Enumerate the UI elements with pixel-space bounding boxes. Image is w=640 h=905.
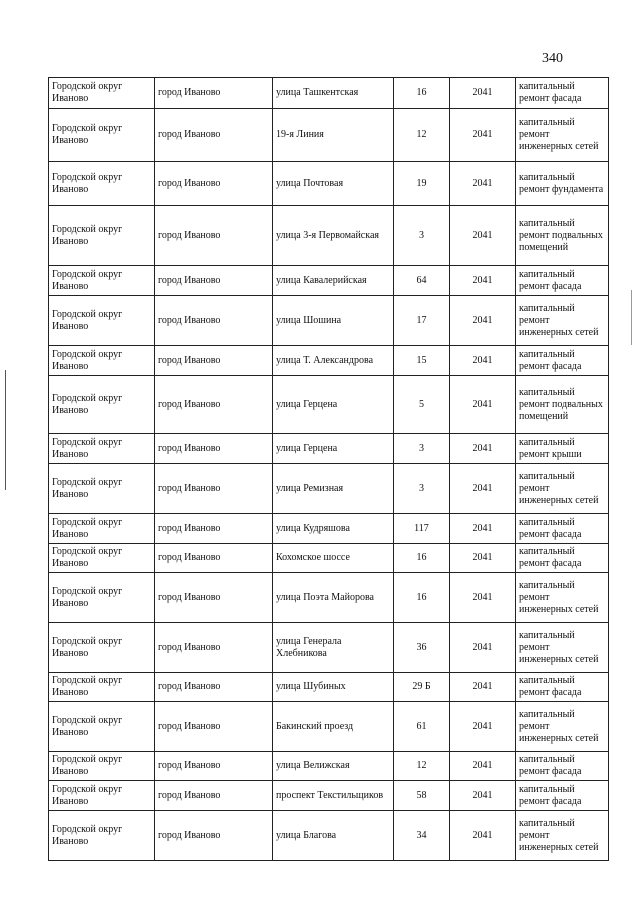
street-cell: улица Ремизная [273, 464, 394, 514]
year-cell: 2041 [450, 162, 516, 206]
street-cell: 19-я Линия [273, 109, 394, 162]
street-cell: улица Благова [273, 811, 394, 861]
work-type-cell: капитальный ремонт фасада [516, 752, 609, 781]
locality-cell: город Иваново [155, 702, 273, 752]
street-cell: улица Почтовая [273, 162, 394, 206]
locality-cell: город Иваново [155, 109, 273, 162]
scan-mark-right [631, 290, 632, 345]
house-number-cell: 12 [394, 109, 450, 162]
street-cell: Кохомское шоссе [273, 544, 394, 573]
table-row [49, 673, 609, 702]
work-type-cell: капитальный ремонт подвальных помещений [516, 206, 609, 266]
table-row [49, 206, 609, 266]
house-number-cell: 3 [394, 464, 450, 514]
district-cell: Городской округ Иваново [49, 752, 155, 781]
locality-cell: город Иваново [155, 296, 273, 346]
house-number-cell: 58 [394, 781, 450, 811]
house-number-cell: 15 [394, 346, 450, 376]
district-cell: Городской округ Иваново [49, 623, 155, 673]
locality-cell: город Иваново [155, 206, 273, 266]
table-row [49, 346, 609, 376]
district-cell: Городской округ Иваново [49, 673, 155, 702]
year-cell: 2041 [450, 109, 516, 162]
table-row [49, 464, 609, 514]
work-type-cell: капитальный ремонт крыши [516, 434, 609, 464]
district-cell: Городской округ Иваново [49, 464, 155, 514]
district-cell: Городской округ Иваново [49, 109, 155, 162]
year-cell: 2041 [450, 296, 516, 346]
year-cell: 2041 [450, 752, 516, 781]
work-type-cell: капитальный ремонт инженерных сетей [516, 702, 609, 752]
work-type-cell: капитальный ремонт фасада [516, 266, 609, 296]
table-row [49, 752, 609, 781]
locality-cell: город Иваново [155, 752, 273, 781]
year-cell: 2041 [450, 623, 516, 673]
district-cell: Городской округ Иваново [49, 162, 155, 206]
district-cell: Городской округ Иваново [49, 78, 155, 109]
locality-cell: город Иваново [155, 623, 273, 673]
table-row [49, 162, 609, 206]
year-cell: 2041 [450, 781, 516, 811]
house-number-cell: 64 [394, 266, 450, 296]
work-type-cell: капитальный ремонт инженерных сетей [516, 573, 609, 623]
year-cell: 2041 [450, 376, 516, 434]
district-cell: Городской округ Иваново [49, 514, 155, 544]
table-row [49, 296, 609, 346]
table-row [49, 78, 609, 109]
house-number-cell: 3 [394, 206, 450, 266]
work-type-cell: капитальный ремонт фасада [516, 544, 609, 573]
street-cell: улица Т. Александрова [273, 346, 394, 376]
table-row [49, 514, 609, 544]
locality-cell: город Иваново [155, 514, 273, 544]
street-cell: улица 3-я Первомайская [273, 206, 394, 266]
district-cell: Городской округ Иваново [49, 206, 155, 266]
locality-cell: город Иваново [155, 162, 273, 206]
year-cell: 2041 [450, 514, 516, 544]
table-row [49, 266, 609, 296]
district-cell: Городской округ Иваново [49, 781, 155, 811]
work-type-cell: капитальный ремонт инженерных сетей [516, 811, 609, 861]
margin-line-left [5, 370, 6, 490]
district-cell: Городской округ Иваново [49, 573, 155, 623]
table-row [49, 811, 609, 861]
house-number-cell: 36 [394, 623, 450, 673]
locality-cell: город Иваново [155, 573, 273, 623]
street-cell: улица Шошина [273, 296, 394, 346]
table-row [49, 702, 609, 752]
table-row [49, 623, 609, 673]
work-type-cell: капитальный ремонт фасада [516, 673, 609, 702]
page-number: 340 [542, 51, 563, 66]
district-cell: Городской округ Иваново [49, 296, 155, 346]
work-type-cell: капитальный ремонт фасада [516, 781, 609, 811]
district-cell: Городской округ Иваново [49, 346, 155, 376]
house-number-cell: 12 [394, 752, 450, 781]
district-cell: Городской округ Иваново [49, 811, 155, 861]
house-number-cell: 34 [394, 811, 450, 861]
work-type-cell: капитальный ремонт фасада [516, 78, 609, 109]
locality-cell: город Иваново [155, 673, 273, 702]
year-cell: 2041 [450, 544, 516, 573]
year-cell: 2041 [450, 464, 516, 514]
year-cell: 2041 [450, 206, 516, 266]
work-type-cell: капитальный ремонт инженерных сетей [516, 296, 609, 346]
house-number-cell: 17 [394, 296, 450, 346]
table-row [49, 573, 609, 623]
table-row [49, 434, 609, 464]
street-cell: улица Велижская [273, 752, 394, 781]
work-type-cell: капитальный ремонт фасада [516, 346, 609, 376]
table-body [49, 78, 609, 861]
table-row [49, 376, 609, 434]
year-cell: 2041 [450, 346, 516, 376]
year-cell: 2041 [450, 811, 516, 861]
work-type-cell: капитальный ремонт фасада [516, 514, 609, 544]
house-number-cell: 117 [394, 514, 450, 544]
locality-cell: город Иваново [155, 544, 273, 573]
district-cell: Городской округ Иваново [49, 434, 155, 464]
year-cell: 2041 [450, 673, 516, 702]
street-cell: улица Генерала Хлебникова [273, 623, 394, 673]
table-row [49, 781, 609, 811]
year-cell: 2041 [450, 434, 516, 464]
table-row [49, 544, 609, 573]
table-row [49, 109, 609, 162]
locality-cell: город Иваново [155, 464, 273, 514]
street-cell: улица Шубиных [273, 673, 394, 702]
house-number-cell: 19 [394, 162, 450, 206]
locality-cell: город Иваново [155, 811, 273, 861]
street-cell: улица Ташкентская [273, 78, 394, 109]
locality-cell: город Иваново [155, 376, 273, 434]
work-type-cell: капитальный ремонт инженерных сетей [516, 109, 609, 162]
year-cell: 2041 [450, 78, 516, 109]
house-number-cell: 16 [394, 78, 450, 109]
work-type-cell: капитальный ремонт инженерных сетей [516, 623, 609, 673]
street-cell: улица Кудряшова [273, 514, 394, 544]
house-number-cell: 16 [394, 573, 450, 623]
year-cell: 2041 [450, 702, 516, 752]
district-cell: Городской округ Иваново [49, 266, 155, 296]
locality-cell: город Иваново [155, 266, 273, 296]
locality-cell: город Иваново [155, 434, 273, 464]
house-number-cell: 29 Б [394, 673, 450, 702]
locality-cell: город Иваново [155, 78, 273, 109]
house-number-cell: 61 [394, 702, 450, 752]
street-cell: улица Кавалерийская [273, 266, 394, 296]
street-cell: Бакинский проезд [273, 702, 394, 752]
locality-cell: город Иваново [155, 346, 273, 376]
year-cell: 2041 [450, 266, 516, 296]
house-number-cell: 5 [394, 376, 450, 434]
locality-cell: город Иваново [155, 781, 273, 811]
work-type-cell: капитальный ремонт фундамента [516, 162, 609, 206]
house-number-cell: 16 [394, 544, 450, 573]
work-type-cell: капитальный ремонт инженерных сетей [516, 464, 609, 514]
street-cell: улица Поэта Майорова [273, 573, 394, 623]
street-cell: улица Герцена [273, 376, 394, 434]
street-cell: улица Герцена [273, 434, 394, 464]
work-type-cell: капитальный ремонт подвальных помещений [516, 376, 609, 434]
district-cell: Городской округ Иваново [49, 544, 155, 573]
house-number-cell: 3 [394, 434, 450, 464]
year-cell: 2041 [450, 573, 516, 623]
district-cell: Городской округ Иваново [49, 376, 155, 434]
street-cell: проспект Текстильщиков [273, 781, 394, 811]
repair-schedule-table [48, 77, 609, 861]
district-cell: Городской округ Иваново [49, 702, 155, 752]
